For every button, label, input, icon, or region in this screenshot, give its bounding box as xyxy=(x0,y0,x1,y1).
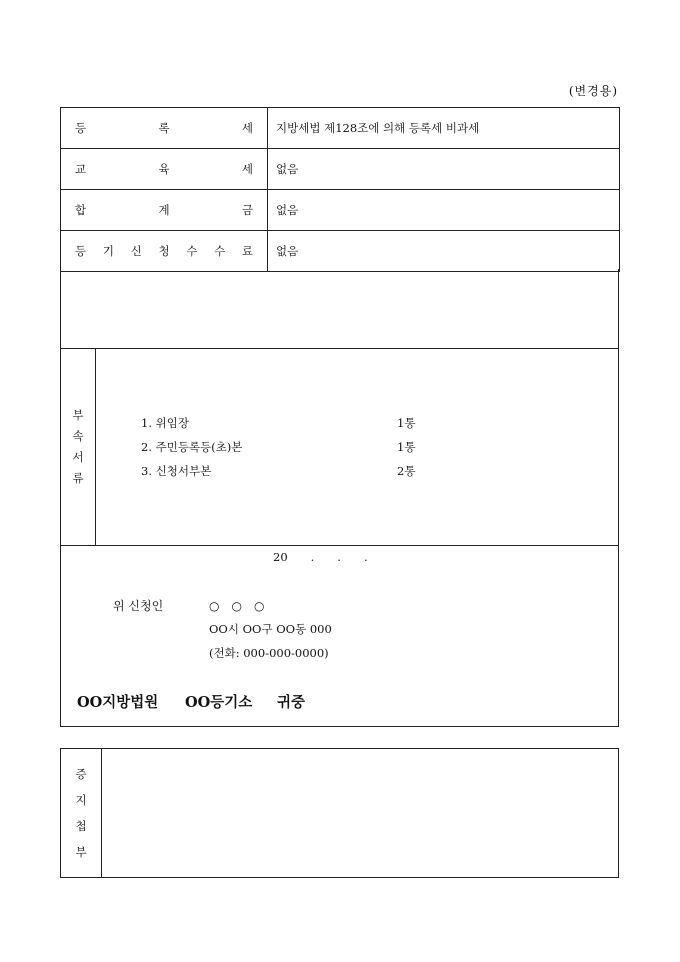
applicant-name: ○ ○ ○ xyxy=(209,599,265,613)
attachment-item-count: 1통 xyxy=(397,440,416,454)
salutation: 귀중 xyxy=(277,694,306,711)
fee-label: 합 계 금 xyxy=(61,190,268,231)
applicant-address: OO시 OO구 OO동 000 xyxy=(209,622,332,636)
court-name: OO지방법원 xyxy=(77,694,159,711)
fee-label: 등 록 세 xyxy=(61,108,268,149)
blank-section xyxy=(60,269,619,349)
application-date: 20 . . . xyxy=(273,550,368,564)
fee-row-total xyxy=(61,190,620,231)
form-variant-note: (변경용) xyxy=(568,84,618,98)
revenue-stamp-label: 증 지 첩 부 xyxy=(61,749,102,877)
attachments-section xyxy=(60,348,619,546)
attachment-item-name: 1. 위임장 xyxy=(141,416,189,430)
applicant-label: 위 신청인 xyxy=(113,599,164,613)
fee-row-filing-fee xyxy=(61,231,620,272)
revenue-stamp-section xyxy=(60,748,619,878)
fee-table xyxy=(60,107,620,272)
applicant-phone: (전화: 000-000-0000) xyxy=(209,646,329,660)
fee-label: 교 육 세 xyxy=(61,149,268,190)
fee-row-education-tax xyxy=(61,149,620,190)
attachment-item-name: 3. 신청서부본 xyxy=(141,464,212,478)
fee-value: 지방세법 제128조에 의해 등록세 비과세 xyxy=(268,108,620,149)
attachment-item-count: 2통 xyxy=(397,464,416,478)
registry-office: OO등기소 xyxy=(185,694,253,711)
fee-label: 등 기 신 청 수 수 료 xyxy=(61,231,268,272)
fee-value: 없음 xyxy=(268,149,620,190)
attachments-label: 부 속 서 류 xyxy=(61,349,96,545)
fee-row-registration-tax xyxy=(61,108,620,149)
attachment-item-count: 1통 xyxy=(397,416,416,430)
attachment-item-name: 2. 주민등록등(초)본 xyxy=(141,440,243,454)
fee-value: 없음 xyxy=(268,231,620,272)
fee-value: 없음 xyxy=(268,190,620,231)
signature-section xyxy=(60,545,619,727)
